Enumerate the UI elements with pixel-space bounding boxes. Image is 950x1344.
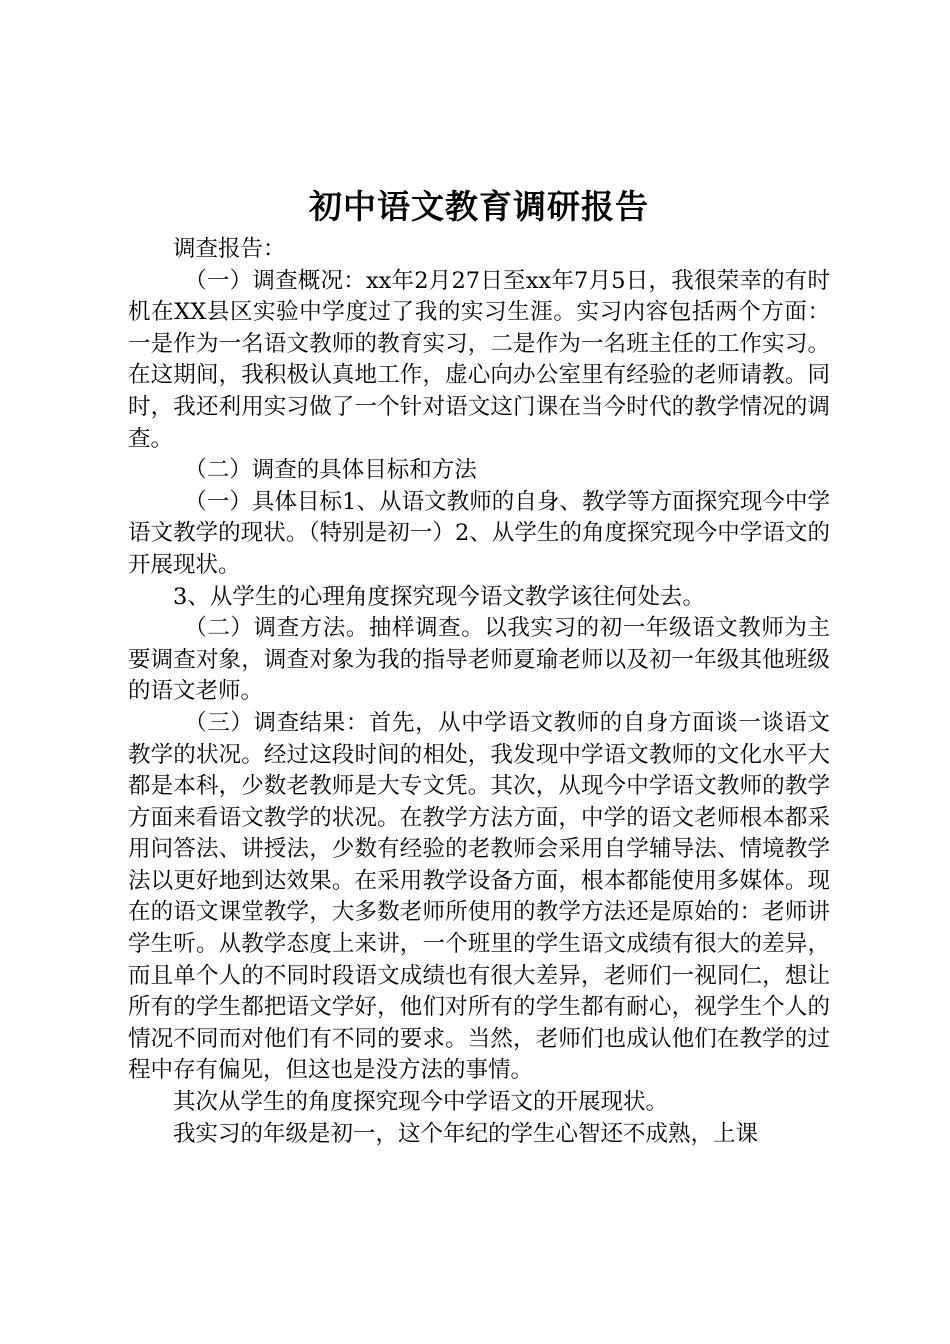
paragraph-survey-results: （三）调查结果：首先，从中学语文教师的自身方面谈一谈语文教学的状况。经过这段时间的相处，我发现中学语文教师的文化水平大都是本科，少数老教师是大专文凭。其次，从现今中学语文教师的教学方面来看语文教学的状况。在教学方法方面，中学的语文老师根本都采用问答法、讲授法，少数有经验的老教师会采用自学辅导法、情境教学法以更好地到达效果。在采用教学设备方面，根本都能使用多媒体。现在的语文课堂教学，大多数老师所使用的教学方法还是原始的：老师讲学生听。从教学态度上来讲，一个班里的学生语文成绩有很大的差异，而且单个人的不同时段语文成绩也有很大差异，老师们一视同仁，想让所有的学生都把语文学好，他们对所有的学生都有耐心，视学生个人的情况不同而对他们有不同的要求。当然，老师们也成认他们在教学的过程中存有偏见，但这也是没方法的事情。 bbox=[128, 709, 830, 1084]
paragraph-internship-grade: 我实习的年级是初一，这个年纪的学生心智还不成熟，上课 bbox=[173, 1120, 759, 1147]
document-body bbox=[128, 234, 830, 1150]
paragraph-survey-method: （二）调查方法。抽样调查。以我实习的初一年级语文教师为主要调查对象，调查对象为我的指导老师夏瑜老师以及初一年级其他班级的语文老师。 bbox=[128, 615, 830, 705]
paragraph-goal-three: 3、从学生的心理角度探究现今语文教学该往何处去。 bbox=[173, 583, 705, 610]
paragraph-student-perspective: 其次从学生的角度探究现今中学语文的开展现状。 bbox=[173, 1089, 669, 1116]
document-title: 初中语文教育调研报告 bbox=[309, 187, 649, 226]
paragraph-specific-goals: （一）具体目标1、从语文教师的自身、教学等方面探究现今中学语文教学的现状。（特别是初一）2、从学生的角度探究现今中学语文的开展现状。 bbox=[128, 488, 830, 578]
paragraph-report-label: 调查报告： bbox=[173, 236, 286, 262]
paragraph-goals-methods-heading: （二）调查的具体目标和方法 bbox=[184, 457, 477, 484]
paragraph-survey-overview: （一）调查概况：xx年2月27日至xx年7月5日，我很荣幸的有时机在XX县区实验中学度过了我的实习生涯。实习内容包括两个方面：一是作为一名语文教师的教育实习，二是作为一名班主任的工作实习。在这期间，我积极认真地工作，虚心向办公室里有经验的老师请教。同时，我还利用实习做了一个针对语文这门课在当今时代的教学情况的调查。 bbox=[128, 267, 830, 452]
document-page bbox=[128, 180, 830, 1150]
